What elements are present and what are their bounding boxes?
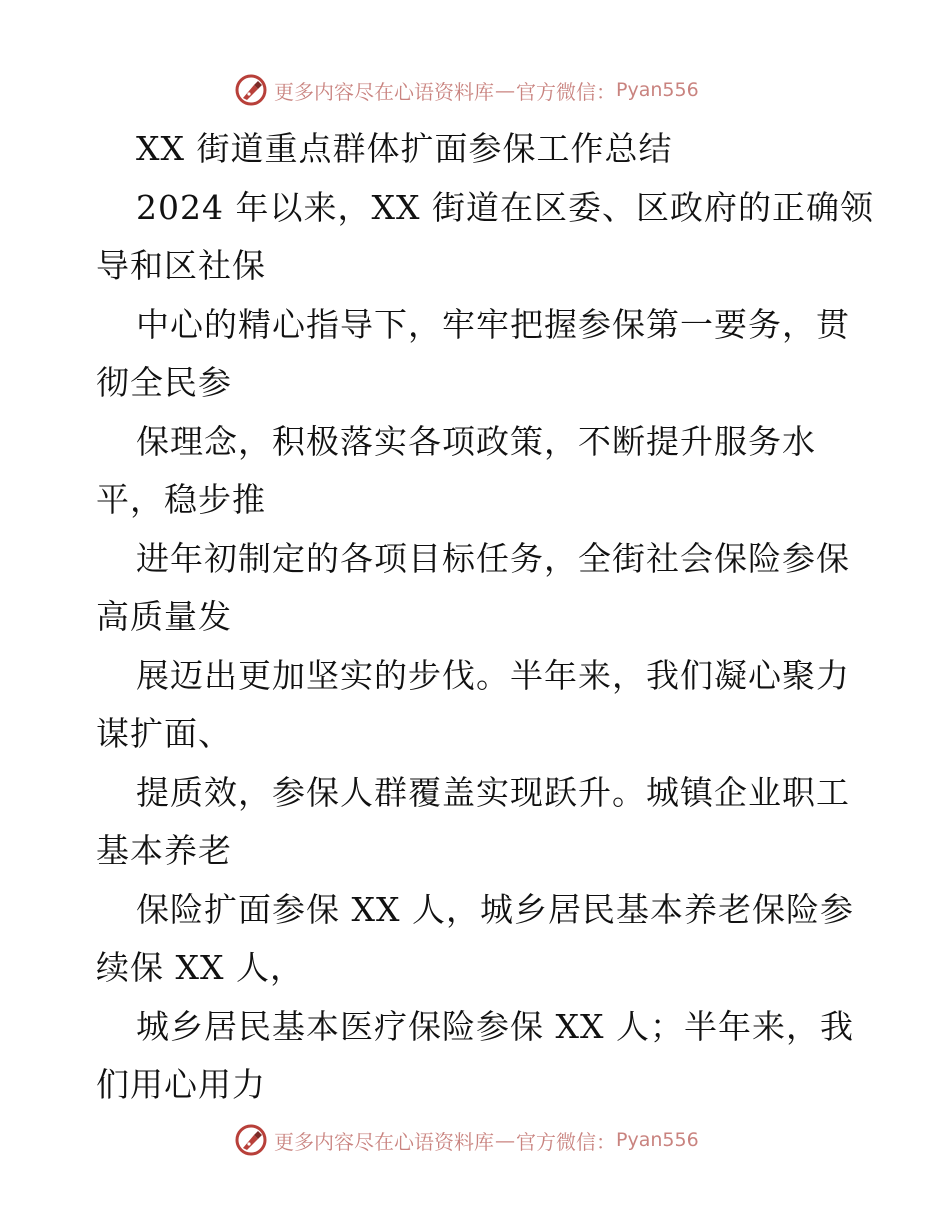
watermark-text: 更多内容尽在心语资料库 [274, 1129, 494, 1154]
body-line: 续保 XX 人， [96, 948, 304, 987]
watermark-wechat-label: 官方微信： [516, 1129, 616, 1154]
header-watermark [234, 72, 714, 108]
body-line: 展迈出更加坚实的步伐。半年来，我们凝心聚力 [136, 655, 850, 695]
watermark-wechat-id: Pyan556 [616, 1129, 699, 1151]
body-line: 谋扩面、 [96, 714, 232, 753]
body-line: 2024 年以来，XX 街道在区委、区政府的正确领 [136, 187, 874, 227]
watermark-text: 更多内容尽在心语资料库 [274, 79, 494, 104]
pen-nib-logo-icon [234, 73, 268, 107]
body-line: 提质效，参保人群覆盖实现跃升。城镇企业职工 [136, 772, 850, 812]
document-title: XX 街道重点群体扩面参保工作总结 [136, 129, 673, 168]
watermark-separator: — [495, 1128, 515, 1152]
body-line: 进年初制定的各项目标任务，全街社会保险参保 [136, 538, 850, 578]
body-line: 彻全民参 [96, 363, 232, 402]
document-body [96, 120, 874, 1115]
body-line: 平，稳步推 [96, 480, 266, 519]
body-line: 高质量发 [96, 597, 232, 636]
body-line: 保险扩面参保 XX 人，城乡居民基本养老保险参 [136, 889, 854, 929]
body-line: 城乡居民基本医疗保险参保 XX 人；半年来，我 [136, 1006, 854, 1046]
watermark-wechat-id: Pyan556 [616, 79, 699, 101]
body-line: 中心的精心指导下，牢牢把握参保第一要务，贯 [136, 304, 850, 344]
body-line: 导和区社保 [96, 246, 266, 285]
footer-watermark [234, 1122, 714, 1158]
body-line: 们用心用力 [96, 1065, 266, 1104]
body-line: 基本养老 [96, 831, 232, 870]
pen-nib-logo-icon [234, 1123, 268, 1157]
watermark-separator: — [495, 78, 515, 102]
watermark-wechat-label: 官方微信： [516, 79, 616, 104]
body-line: 保理念，积极落实各项政策，不断提升服务水 [136, 421, 816, 461]
